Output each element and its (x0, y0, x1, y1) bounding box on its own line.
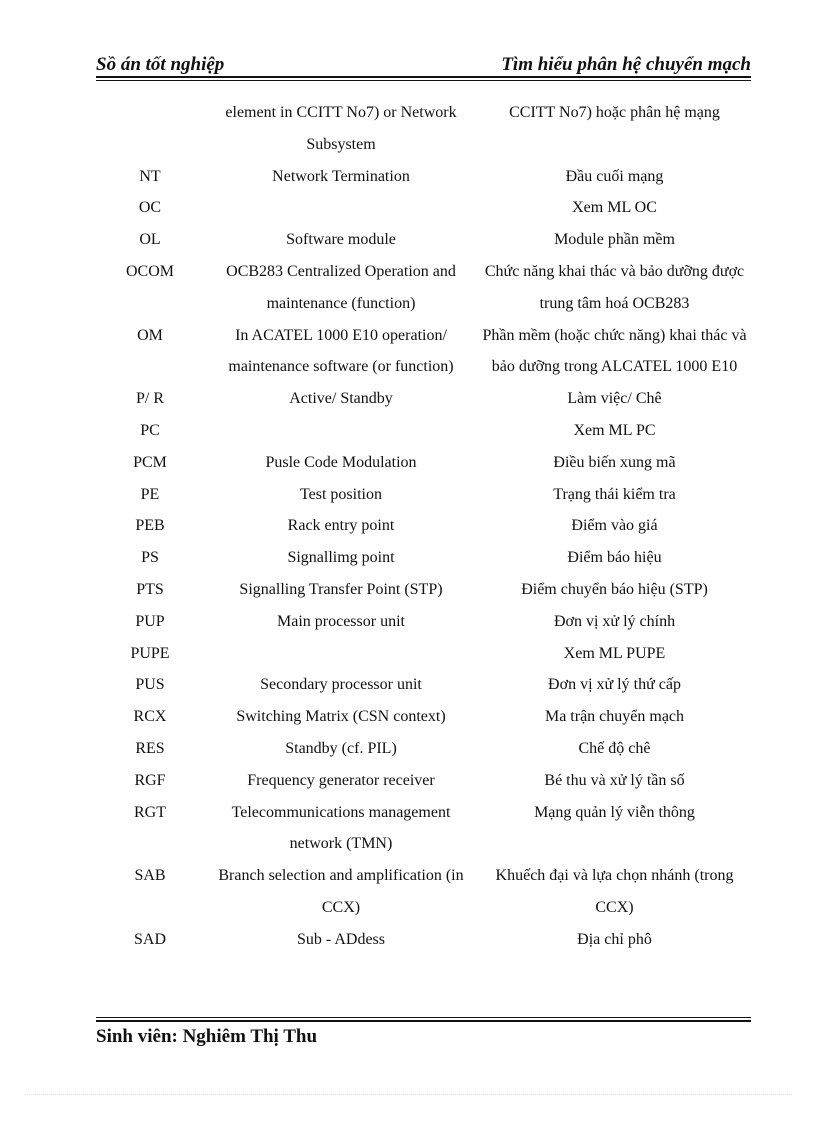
table-row (96, 447, 751, 479)
vietnamese-term-cell: Chức năng khai thác và bảo dưỡng được trung tâm hoá OCB283 (484, 262, 745, 312)
table-row (96, 542, 751, 574)
vietnamese-term-cell: Đơn vị xử lý thứ cấp (548, 676, 681, 694)
table-row (96, 606, 751, 638)
table-row (96, 701, 751, 733)
vietnamese-term-cell: Đầu cuối mạng (565, 167, 664, 185)
vietnamese-term-cell: Mạng quản lý viễn thông (534, 803, 695, 821)
table-row (96, 574, 751, 606)
english-term-cell: Standby (cf. PIL) (285, 739, 397, 757)
table-row (96, 669, 751, 701)
vietnamese-term-cell: Xem ML OC (572, 199, 657, 217)
vietnamese-term-cell: Xem ML PC (573, 421, 656, 439)
vietnamese-term-cell: Điểm vào giá (571, 517, 658, 535)
english-term-cell: In ACATEL 1000 E10 operation/ maintenance software (or function) (228, 326, 454, 376)
table-row (96, 256, 751, 320)
english-term-cell: Frequency generator receiver (247, 771, 435, 789)
english-term-cell: Switching Matrix (CSN context) (236, 708, 446, 726)
abbreviation-cell: RCX (133, 708, 167, 726)
student-name: Sinh viên: Nghiêm Thị Thu (96, 1026, 318, 1047)
header-rule (96, 76, 751, 78)
vietnamese-term-cell: Điểm chuyển báo hiệu (STP) (521, 580, 708, 598)
table-row (96, 924, 751, 956)
vietnamese-term-cell: Khuếch đại và lựa chọn nhánh (trong CCX) (495, 867, 734, 916)
abbreviation-cell: PEB (135, 517, 165, 535)
english-term-cell: Secondary processor unit (260, 676, 422, 694)
table-row (96, 97, 751, 161)
abbreviation-table (96, 97, 751, 956)
abbreviation-cell: PE (140, 485, 160, 503)
abbreviation-cell: PC (140, 421, 160, 439)
table-row (96, 383, 751, 415)
vietnamese-term-cell: Xem ML PUPE (563, 644, 666, 662)
vietnamese-term-cell: Làm việc/ Chê (567, 390, 662, 408)
abbreviation-cell: SAB (134, 867, 166, 885)
table-row (96, 860, 751, 924)
table-row (96, 765, 751, 797)
table-row (96, 797, 751, 861)
english-term-cell: Signalling Transfer Point (STP) (239, 580, 443, 598)
abbreviation-cell: OCOM (125, 262, 174, 280)
english-term-cell: Test position (300, 485, 382, 503)
abbreviation-cell: RGT (134, 803, 166, 821)
abbreviation-cell: RGF (134, 771, 166, 789)
english-term-cell: Sub - ADdess (296, 930, 385, 948)
page-header (96, 52, 751, 78)
table-row (96, 320, 751, 384)
abbreviation-cell: PUPE (130, 644, 170, 662)
english-term-cell (204, 415, 478, 447)
vietnamese-term-cell: Bé thu và xử lý tần số (544, 771, 685, 789)
vietnamese-term-cell: Phần mềm (hoặc chức năng) khai thác và bảo dưỡng trong ALCATEL 1000 E10 (482, 326, 747, 376)
footer-rule-thin (96, 1017, 751, 1018)
english-term-cell: Network Termination (272, 167, 410, 185)
vietnamese-term-cell: Đơn vị xử lý chính (553, 612, 676, 630)
table-row (96, 733, 751, 765)
english-term-cell: Branch selection and amplification (in CCX) (218, 867, 464, 916)
vietnamese-term-cell: Điểm báo hiệu (567, 549, 662, 567)
abbreviation-cell: PCM (133, 453, 167, 471)
thesis-title: Sồ án tốt nghiệp (96, 54, 225, 75)
abbreviation-cell (96, 97, 204, 161)
english-term-cell: Signallimg point (287, 549, 395, 567)
english-term-cell: Rack entry point (287, 517, 395, 535)
vietnamese-term-cell: Ma trận chuyển mạch (544, 708, 685, 726)
abbreviation-cell: OM (137, 326, 163, 344)
table-row (96, 638, 751, 670)
table-row (96, 510, 751, 542)
english-term-cell: Telecommunications management network (TMN) (231, 803, 451, 853)
vietnamese-term-cell: CCITT No7) hoặc phân hệ mạng (509, 104, 720, 121)
table-row (96, 224, 751, 256)
abbreviation-cell: SAD (133, 930, 166, 948)
english-term-cell: element in CCITT No7) or Network Subsystem (225, 104, 457, 153)
table-row (96, 415, 751, 447)
english-term-cell: Software module (286, 231, 396, 249)
abbreviation-cell: PUP (135, 612, 165, 630)
english-term-cell (204, 192, 478, 224)
vietnamese-term-cell: Module phần mềm (554, 231, 675, 249)
abbreviation-cell: RES (135, 739, 165, 757)
abbreviation-cell: PS (141, 549, 159, 567)
footer-rule (96, 1020, 751, 1022)
vietnamese-term-cell: Địa chỉ phô (577, 930, 652, 948)
english-term-cell: Main processor unit (277, 612, 405, 630)
table-row (96, 192, 751, 224)
english-term-cell (204, 638, 478, 670)
table-row (96, 161, 751, 193)
english-term-cell: OCB283 Centralized Operation and maintenance (function) (226, 262, 456, 312)
abbreviation-cell: P/ R (135, 390, 164, 408)
abbreviation-cell: PUS (135, 676, 165, 694)
page-edge-dots (24, 1094, 792, 1095)
vietnamese-term-cell: Trạng thái kiểm tra (553, 485, 676, 503)
vietnamese-term-cell: Điều biến xung mã (553, 453, 676, 471)
abbreviation-cell: PTS (136, 580, 164, 598)
english-term-cell: Pusle Code Modulation (265, 453, 417, 471)
header-rule-thin (96, 80, 751, 81)
abbreviation-cell: OL (139, 231, 161, 249)
abbreviation-cell: NT (139, 167, 161, 185)
abbreviation-cell: OC (138, 199, 162, 217)
vietnamese-term-cell: Chế độ chê (578, 739, 651, 757)
table-row (96, 479, 751, 511)
english-term-cell: Active/ Standby (289, 390, 393, 408)
chapter-title: Tìm hiểu phân hệ chuyển mạch (501, 54, 751, 75)
